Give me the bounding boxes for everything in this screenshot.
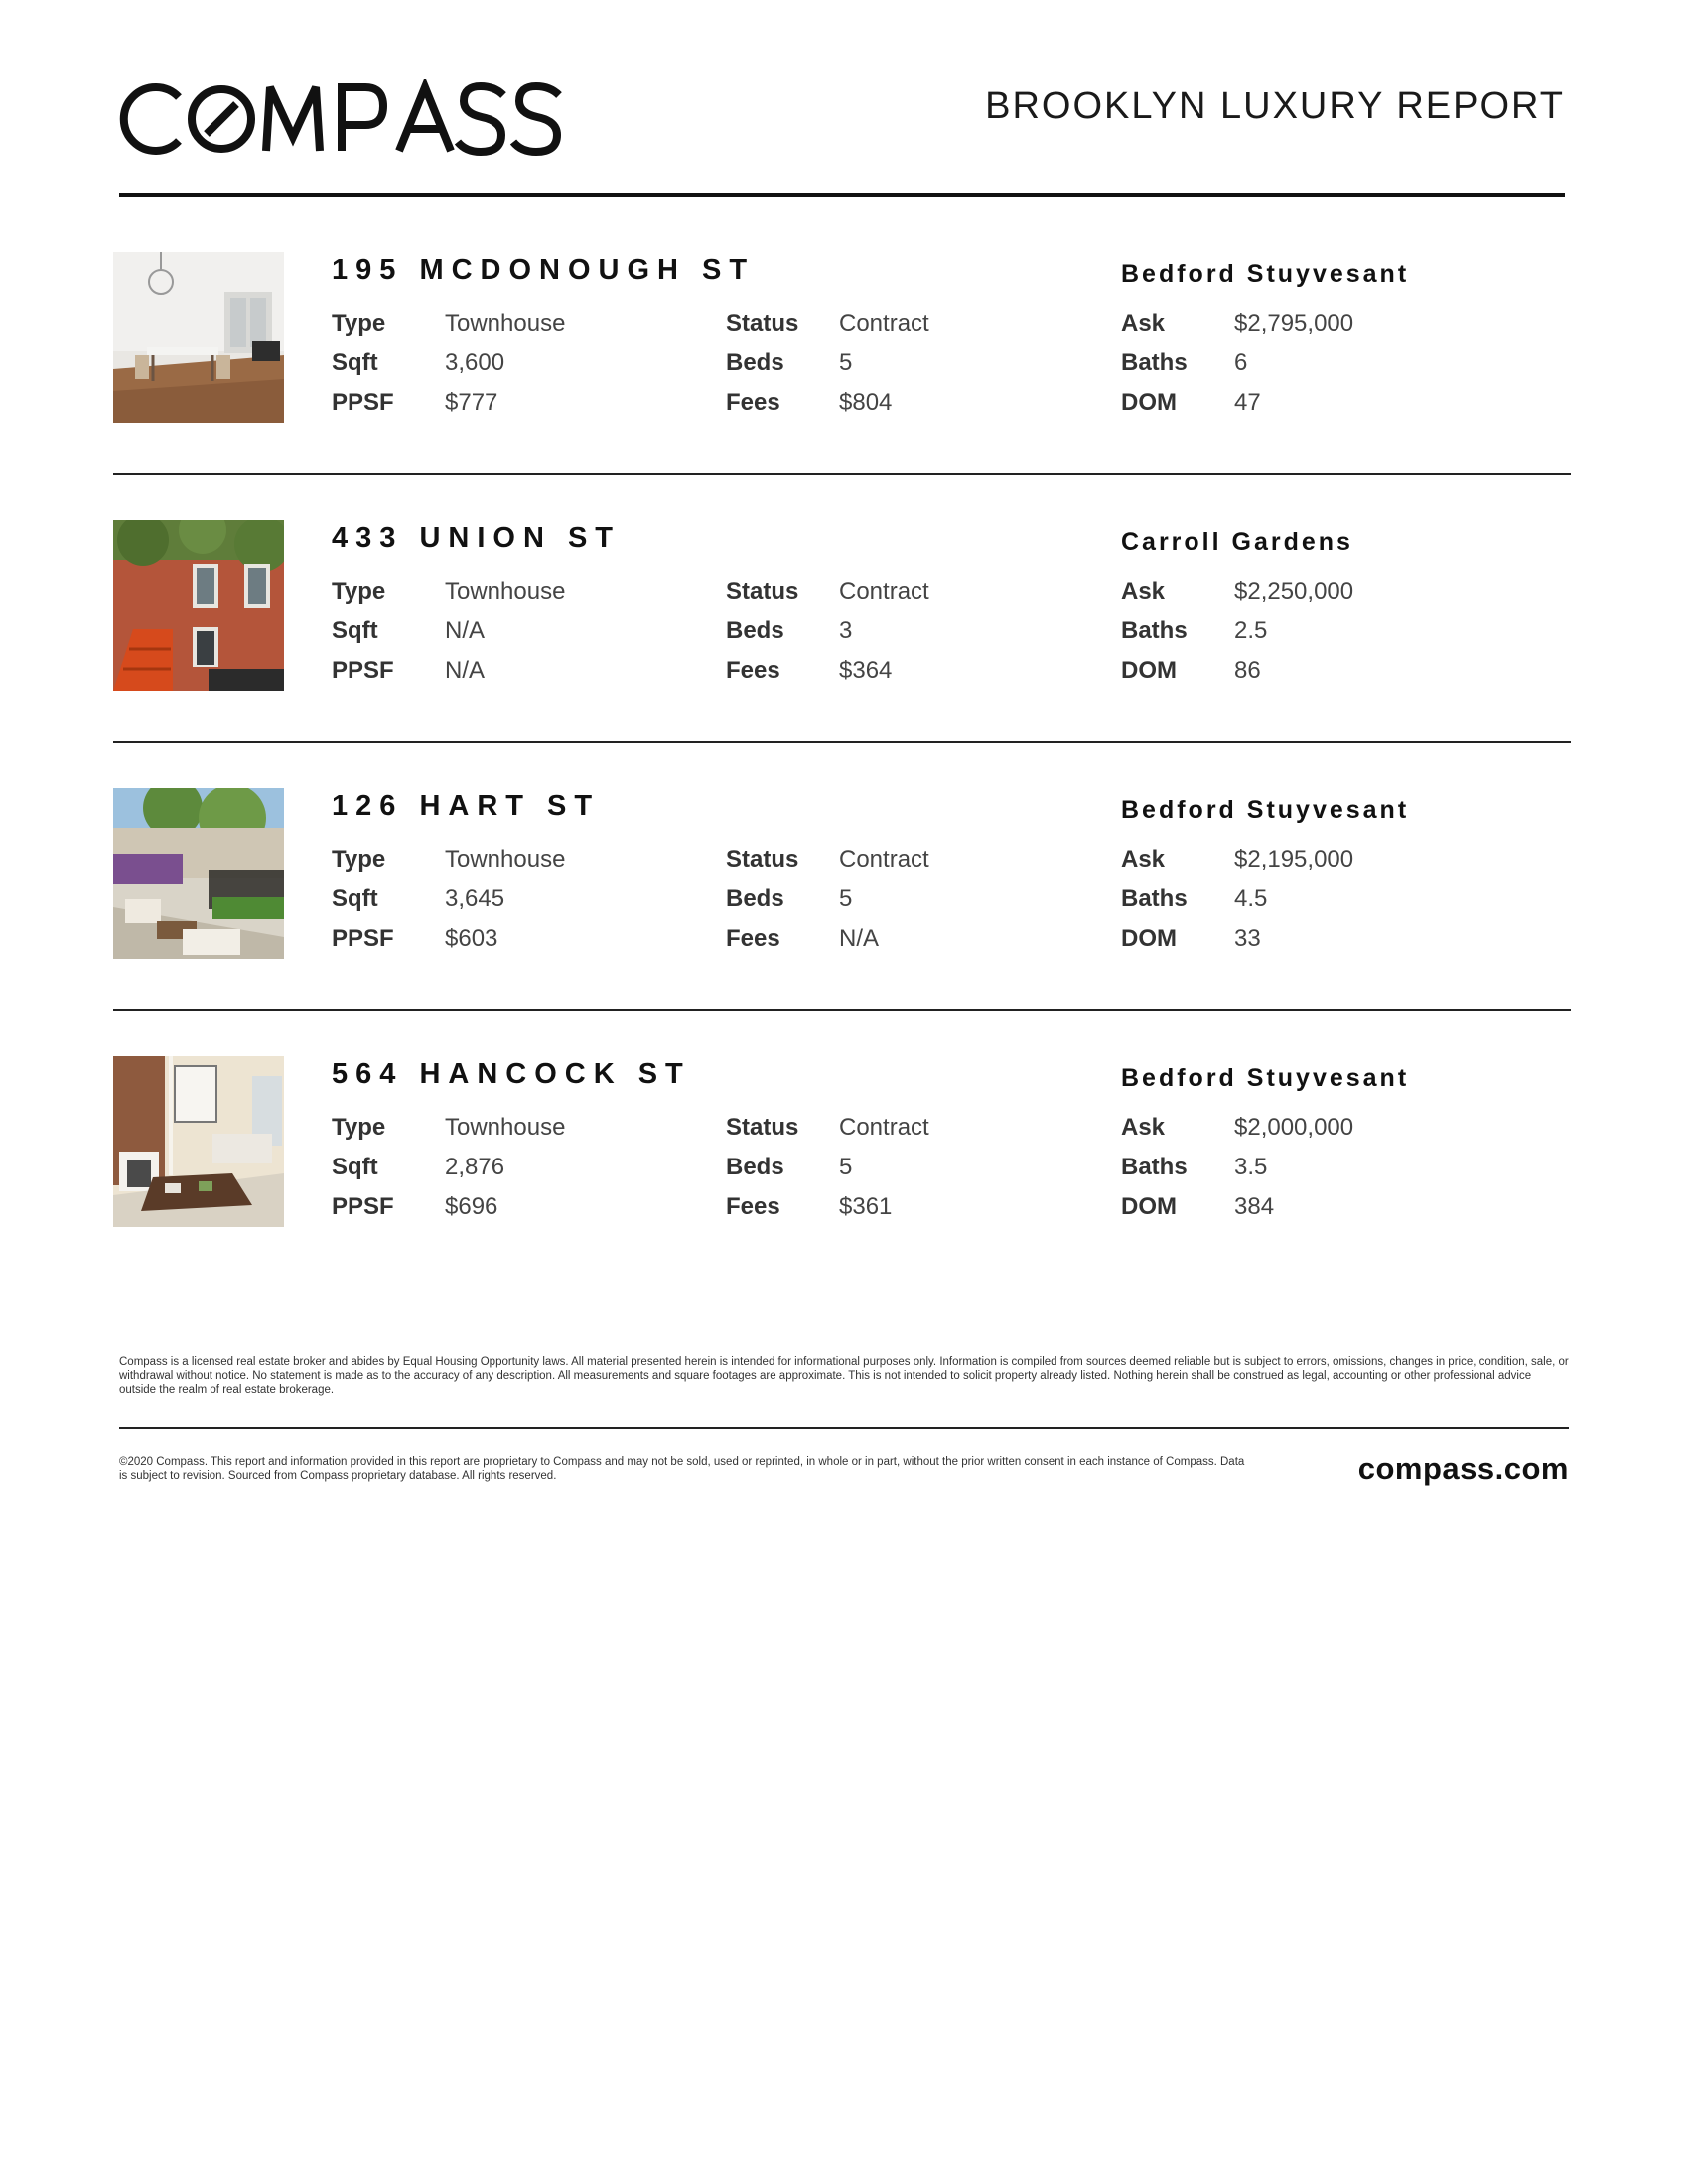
field-value: 33 <box>1234 925 1261 952</box>
field-label: PPSF <box>332 925 394 952</box>
field-label: Fees <box>726 657 780 684</box>
field-label: Ask <box>1121 578 1166 605</box>
field-label: Fees <box>726 925 780 952</box>
field-value: 4.5 <box>1234 886 1268 912</box>
field-value: 5 <box>839 1154 853 1180</box>
listing-address: 433 UNION ST <box>332 522 621 554</box>
field-value: $2,250,000 <box>1234 578 1354 605</box>
listing-neighborhood: Bedford Stuyvesant <box>1121 260 1410 288</box>
listing-details <box>332 572 1571 691</box>
field-value: 3 <box>839 617 853 644</box>
field-value: $361 <box>839 1193 893 1220</box>
listing-divider <box>113 1009 1571 1011</box>
legal-disclaimer: Compass is a licensed real estate broker and abides by Equal Housing Opportunity laws. All material presented herein is intended for informational purposes only. Information is compiled from sources deemed reliable but is subject to errors, omissions, changes in price, condition, sale, or withdrawal without notice. No statement is made as to the accuracy of any description. All measurements and square footages are approximate. This is not intended to solicit property already listed. Nothing herein shall be construed as legal, accounting or other professional advice outside the realm of real estate brokerage. <box>119 1356 1569 1396</box>
field-label: Beds <box>726 886 784 912</box>
field-label: DOM <box>1121 1193 1177 1220</box>
compass-logo <box>119 79 616 159</box>
copyright-notice: ©2020 Compass. This report and information provided in this report are proprietary to Compass and may not be sold, used or reprinted, in whole or in part, without the prior written consent in each instance of Compass. Data is subject to revision. Sourced from Compass proprietary database. All rights reserved. <box>119 1456 1245 1482</box>
field-value: Townhouse <box>445 1114 566 1141</box>
field-label: Baths <box>1121 886 1188 912</box>
field-label: Type <box>332 310 386 337</box>
field-label: DOM <box>1121 657 1177 684</box>
living-room-photo-icon <box>113 1056 284 1227</box>
field-value: N/A <box>445 657 486 684</box>
field-label: Ask <box>1121 846 1166 873</box>
field-label: Type <box>332 1114 386 1141</box>
field-value: Contract <box>839 846 929 873</box>
field-value: N/A <box>839 925 880 952</box>
brownstone-exterior-photo-icon <box>113 520 284 691</box>
field-label: Sqft <box>332 886 378 912</box>
field-label: Fees <box>726 389 780 416</box>
field-label: Baths <box>1121 1154 1188 1180</box>
field-label: Status <box>726 1114 799 1141</box>
field-label: Baths <box>1121 349 1188 376</box>
field-label: Status <box>726 578 799 605</box>
field-value: 47 <box>1234 389 1261 416</box>
field-label: Type <box>332 846 386 873</box>
listing-details <box>332 1108 1571 1227</box>
field-value: $696 <box>445 1193 498 1220</box>
field-label: Sqft <box>332 349 378 376</box>
field-label: PPSF <box>332 657 394 684</box>
field-label: Sqft <box>332 1154 378 1180</box>
field-value: 2.5 <box>1234 617 1268 644</box>
listing-neighborhood: Bedford Stuyvesant <box>1121 796 1410 824</box>
field-value: 384 <box>1234 1193 1275 1220</box>
listing-address: 195 MCDONOUGH ST <box>332 254 756 286</box>
field-value: $603 <box>445 925 498 952</box>
listing-card <box>113 520 1571 691</box>
listing-address: 126 HART ST <box>332 790 601 822</box>
field-value: $804 <box>839 389 893 416</box>
listing-card <box>113 788 1571 959</box>
field-value: Townhouse <box>445 310 566 337</box>
field-value: $777 <box>445 389 498 416</box>
listing-address: 564 HANCOCK ST <box>332 1058 691 1090</box>
website-link[interactable]: compass.com <box>1357 1451 1569 1486</box>
header-divider <box>119 193 1565 197</box>
garden-patio-photo-icon <box>113 788 284 959</box>
listing-neighborhood: Bedford Stuyvesant <box>1121 1064 1410 1092</box>
field-value: 3,645 <box>445 886 505 912</box>
field-value: $2,195,000 <box>1234 846 1354 873</box>
field-value: 3.5 <box>1234 1154 1268 1180</box>
field-value: Townhouse <box>445 578 566 605</box>
field-value: 6 <box>1234 349 1248 376</box>
field-label: Type <box>332 578 386 605</box>
field-label: Beds <box>726 1154 784 1180</box>
field-value: 86 <box>1234 657 1261 684</box>
field-label: Fees <box>726 1193 780 1220</box>
field-value: $2,795,000 <box>1234 310 1354 337</box>
field-value: Contract <box>839 578 929 605</box>
field-value: Contract <box>839 310 929 337</box>
listing-details <box>332 840 1571 959</box>
field-value: 5 <box>839 886 853 912</box>
field-value: N/A <box>445 617 486 644</box>
field-label: PPSF <box>332 1193 394 1220</box>
listing-card <box>113 1056 1571 1227</box>
field-value: Contract <box>839 1114 929 1141</box>
field-label: Beds <box>726 617 784 644</box>
footer-divider <box>119 1427 1569 1429</box>
listing-divider <box>113 473 1571 475</box>
field-value: $364 <box>839 657 893 684</box>
field-value: 2,876 <box>445 1154 505 1180</box>
field-value: 5 <box>839 349 853 376</box>
field-label: Beds <box>726 349 784 376</box>
field-label: DOM <box>1121 925 1177 952</box>
field-value: Townhouse <box>445 846 566 873</box>
listing-divider <box>113 741 1571 743</box>
field-label: DOM <box>1121 389 1177 416</box>
listing-card <box>113 252 1571 423</box>
report-title: BROOKLYN LUXURY REPORT <box>985 85 1565 127</box>
field-value: 3,600 <box>445 349 505 376</box>
field-label: PPSF <box>332 389 394 416</box>
field-label: Status <box>726 846 799 873</box>
field-label: Baths <box>1121 617 1188 644</box>
listing-details <box>332 304 1571 423</box>
field-label: Ask <box>1121 310 1166 337</box>
field-label: Ask <box>1121 1114 1166 1141</box>
field-label: Sqft <box>332 617 378 644</box>
listing-neighborhood: Carroll Gardens <box>1121 528 1353 556</box>
field-label: Status <box>726 310 799 337</box>
field-value: $2,000,000 <box>1234 1114 1354 1141</box>
dining-room-photo-icon <box>113 252 284 423</box>
